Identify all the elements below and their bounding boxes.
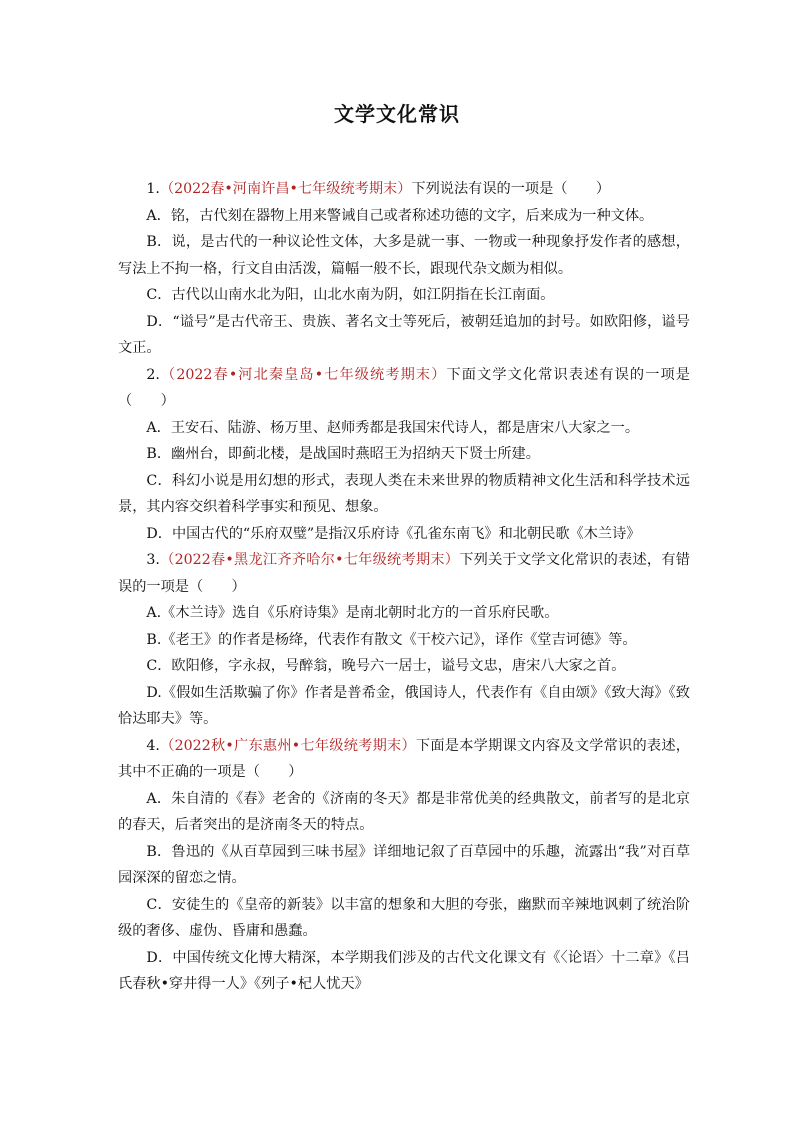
option-b: B.《老王》的作者是杨绛，代表作有散文《干校六记》，译作《堂吉诃德》等。 [146,631,637,648]
option-c: C．古代以山南水北为阳，山北水南为阴，如江阴指在长江南面。 [146,287,555,303]
question-source: （2022春•黑龙江齐齐哈尔•七年级统考期末） [159,552,460,568]
option-b: B．鲁迅的《从百草园到三味书屋》详细地记叙了百草园中的乐趣，流露出“我”对百草园深深的留恋之情。 [118,843,690,886]
question-stem [118,176,690,203]
option-a: A．铭，古代刻在器物上用来警诫自己或者称述功德的文字，后来成为一种文体。 [146,207,654,224]
question-source: （2022春•河南许昌•七年级统考期末） [159,181,412,197]
question-text: 下面是本学期课文内容及文学常识的表述，其中不正确的一项是（ ） [118,737,690,780]
option-d: D．中国传统文化博大精深，本学期我们涉及的古代文化课文有《〈论语〉十二章》《吕氏春秋•穿井得一人》《列子•杞人忧天》 [118,949,690,992]
question-4 [118,733,690,998]
option-c: C．科幻小说是用幻想的形式，表现人类在未来世界的物质精神文化生活和科学技术远景，其内容交织着科学事实和预见、想象。 [118,472,690,515]
question-source: （2022秋•广东惠州•七年级统考期末） [159,737,416,754]
question-stem [118,362,690,415]
question-text: 下列关于文学文化常识的表述，有错误的一项是（ ） [118,552,690,595]
option-c: C．安徒生的《皇帝的新装》以丰富的想象和大胆的夸张，幽默而辛辣地讽刺了统治阶级的奢侈、虚伪、昏庸和愚蠢。 [118,896,690,939]
question-number: 2. [146,366,160,383]
question-text: 下面文学文化常识表述有误的一项是（ ） [118,366,690,409]
question-text: 下列说法有误的一项是（ ） [411,181,611,197]
question-number: 1. [146,181,160,197]
option-b: B．幽州台，即蓟北楼，是战国时燕昭王为招纳天下贤士所建。 [146,446,540,462]
option-a: A．朱自清的《春》老舍的《济南的冬天》都是非常优美的经典散文，前者写的是北京的春天，后者突出的是济南冬天的特点。 [118,790,690,833]
option-d: D．“谥号”是古代帝王、贵族、著名文士等死后，被朝廷追加的封号。如欧阳修，谥号文正。 [118,313,690,356]
question-source: （2022春•河北秦皇岛•七年级统考期末） [159,366,447,383]
question-stem [118,547,690,600]
question-2 [118,362,690,548]
question-1 [118,176,690,362]
question-stem [118,733,690,786]
option-a: A．王安石、陆游、杨万里、赵师秀都是我国宋代诗人，都是唐宋八大家之一。 [146,419,640,436]
option-c: C．欧阳修，字永叔，号醉翁，晚号六一居士，谥号文忠，唐宋八大家之首。 [146,658,626,674]
option-b: B．说，是古代的一种议论性文体，大多是就一事、一物或一种现象抒发作者的感想，写法上不拘一格，行文自由活泼，篇幅一般不长，跟现代杂文颇为相似。 [118,234,690,277]
question-list [118,176,690,998]
question-number: 4. [146,737,160,754]
option-a: A.《木兰诗》选自《乐府诗集》是南北朝时北方的一首乐府民歌。 [146,605,559,621]
question-3 [118,547,690,733]
page-title: 文学文化常识 [334,102,460,126]
option-d: D．中国古代的“乐府双璧”是指汉乐府诗《孔雀东南飞》和北朝民歌《木兰诗》 [146,525,641,542]
option-d: D.《假如生活欺骗了你》作者是普希金，俄国诗人，代表作有《自由颂》《致大海》《致恰达耶夫》等。 [118,684,690,727]
question-number: 3. [146,552,160,568]
